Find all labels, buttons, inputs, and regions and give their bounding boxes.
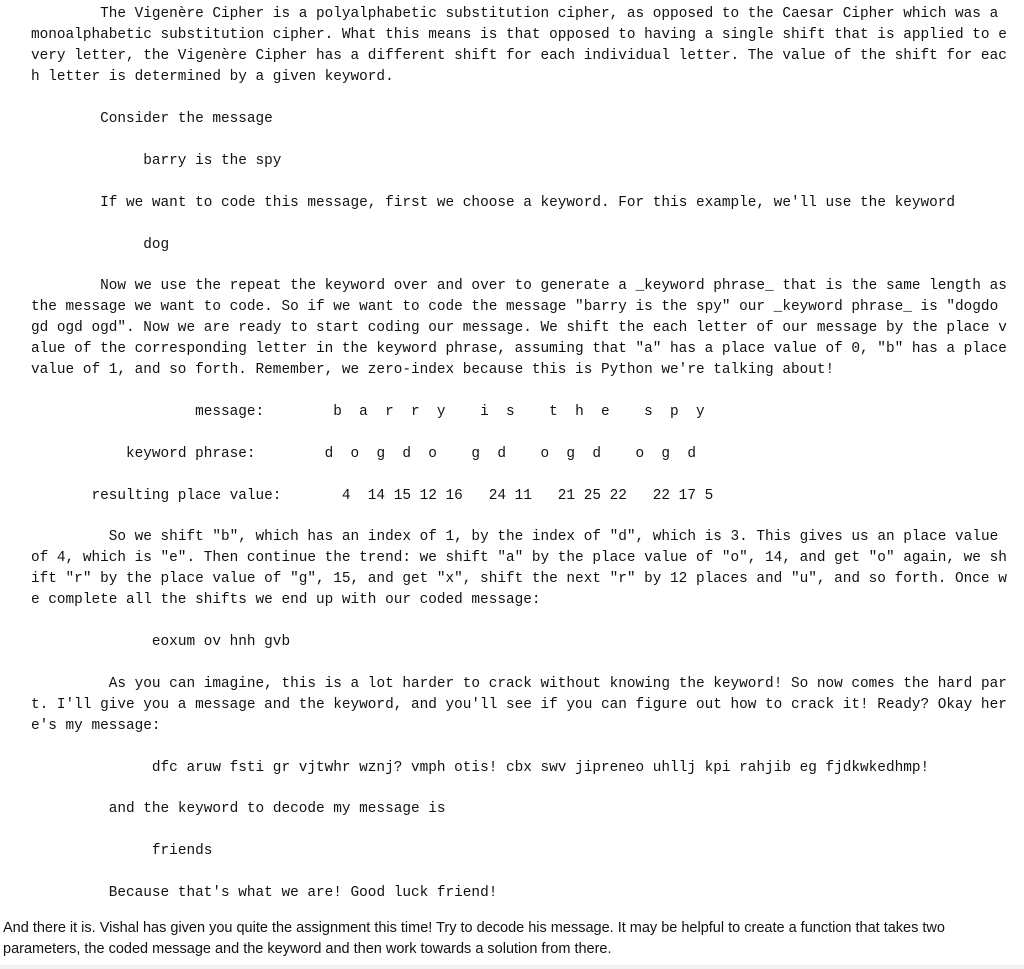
secret-keyword: friends bbox=[31, 843, 213, 859]
keyword-phrase-paragraph: Now we use the repeat the keyword over and over to generate a _keyword phrase_ that is the same length as the message we want to code. So if we want to code the message "barry is the spy" our _keyword phrase_ is "dogdo gd ogd ogd". Now we are ready to start coding our message. We shift the each letter of our message by the place value of the corresponding letter in the keyword phrase, assuming that "a" has a place value of 0, "b" has a place value of 1, and so forth. Remember, we zero-index because this is Python we're talking about! bbox=[31, 278, 1016, 378]
closing-paragraph: And there it is. Vishal has given you quite the assignment this time! Try to decode his message. It may be helpful to create a function that takes two parameters, the coded message and the keyword and then work towards a solution from there. bbox=[3, 920, 945, 957]
intro-paragraph: The Vigenère Cipher is a polyalphabetic substitution cipher, as opposed to the Caesar Cipher which was a monoalphabetic substitution cipher. What this means is that opposed to having a single shift that is applied to every letter, the Vigenère Cipher has a different shift for each individual letter. The value of the shift for each letter is determined by a given keyword. bbox=[31, 6, 1007, 85]
table-row-result: resulting place value: 4 14 15 12 16 24 11 21 25 22 22 17 5 bbox=[31, 488, 714, 504]
keyword-lead-line: and the keyword to decode my message is bbox=[31, 801, 446, 817]
sign-off-line: Because that's what we are! Good luck friend! bbox=[31, 885, 498, 901]
consider-line: Consider the message bbox=[31, 111, 273, 127]
example-message: barry is the spy bbox=[31, 153, 282, 169]
example-keyword: dog bbox=[31, 237, 170, 253]
table-row-message: message: b a r r y i s t h e s p y bbox=[31, 404, 705, 420]
secret-message: dfc aruw fsti gr vjtwhr wznj? vmph otis! cbx swv jipreneo uhllj kpi rahjib eg fjdkwkedhmp! bbox=[31, 760, 930, 776]
keyword-intro-line: If we want to code this message, first we choose a keyword. For this example, we'll use the keyword bbox=[31, 195, 956, 211]
table-row-keyword: keyword phrase: d o g d o g d o g d o g d bbox=[31, 446, 696, 462]
shift-explanation-paragraph: So we shift "b", which has an index of 1, by the index of "d", which is 3. This gives us an place value of 4, which is "e". Then continue the trend: we shift "a" by the place value of "o", 14, and get "o" again, we shift "r" by the place value of "g", 15, and get "x", shift the next "r" by 12 places and "u", and so forth. Once we complete all the shifts we end up with our coded message: bbox=[31, 529, 1007, 608]
coded-example: eoxum ov hnh gvb bbox=[31, 634, 291, 650]
bottom-divider bbox=[0, 965, 1024, 969]
challenge-paragraph: As you can imagine, this is a lot harder to crack without knowing the keyword! So now comes the hard part. I'll give you a message and the keyword, and you'll see if you can figure out how to crack it! Ready? Okay here's my message: bbox=[31, 676, 1007, 734]
